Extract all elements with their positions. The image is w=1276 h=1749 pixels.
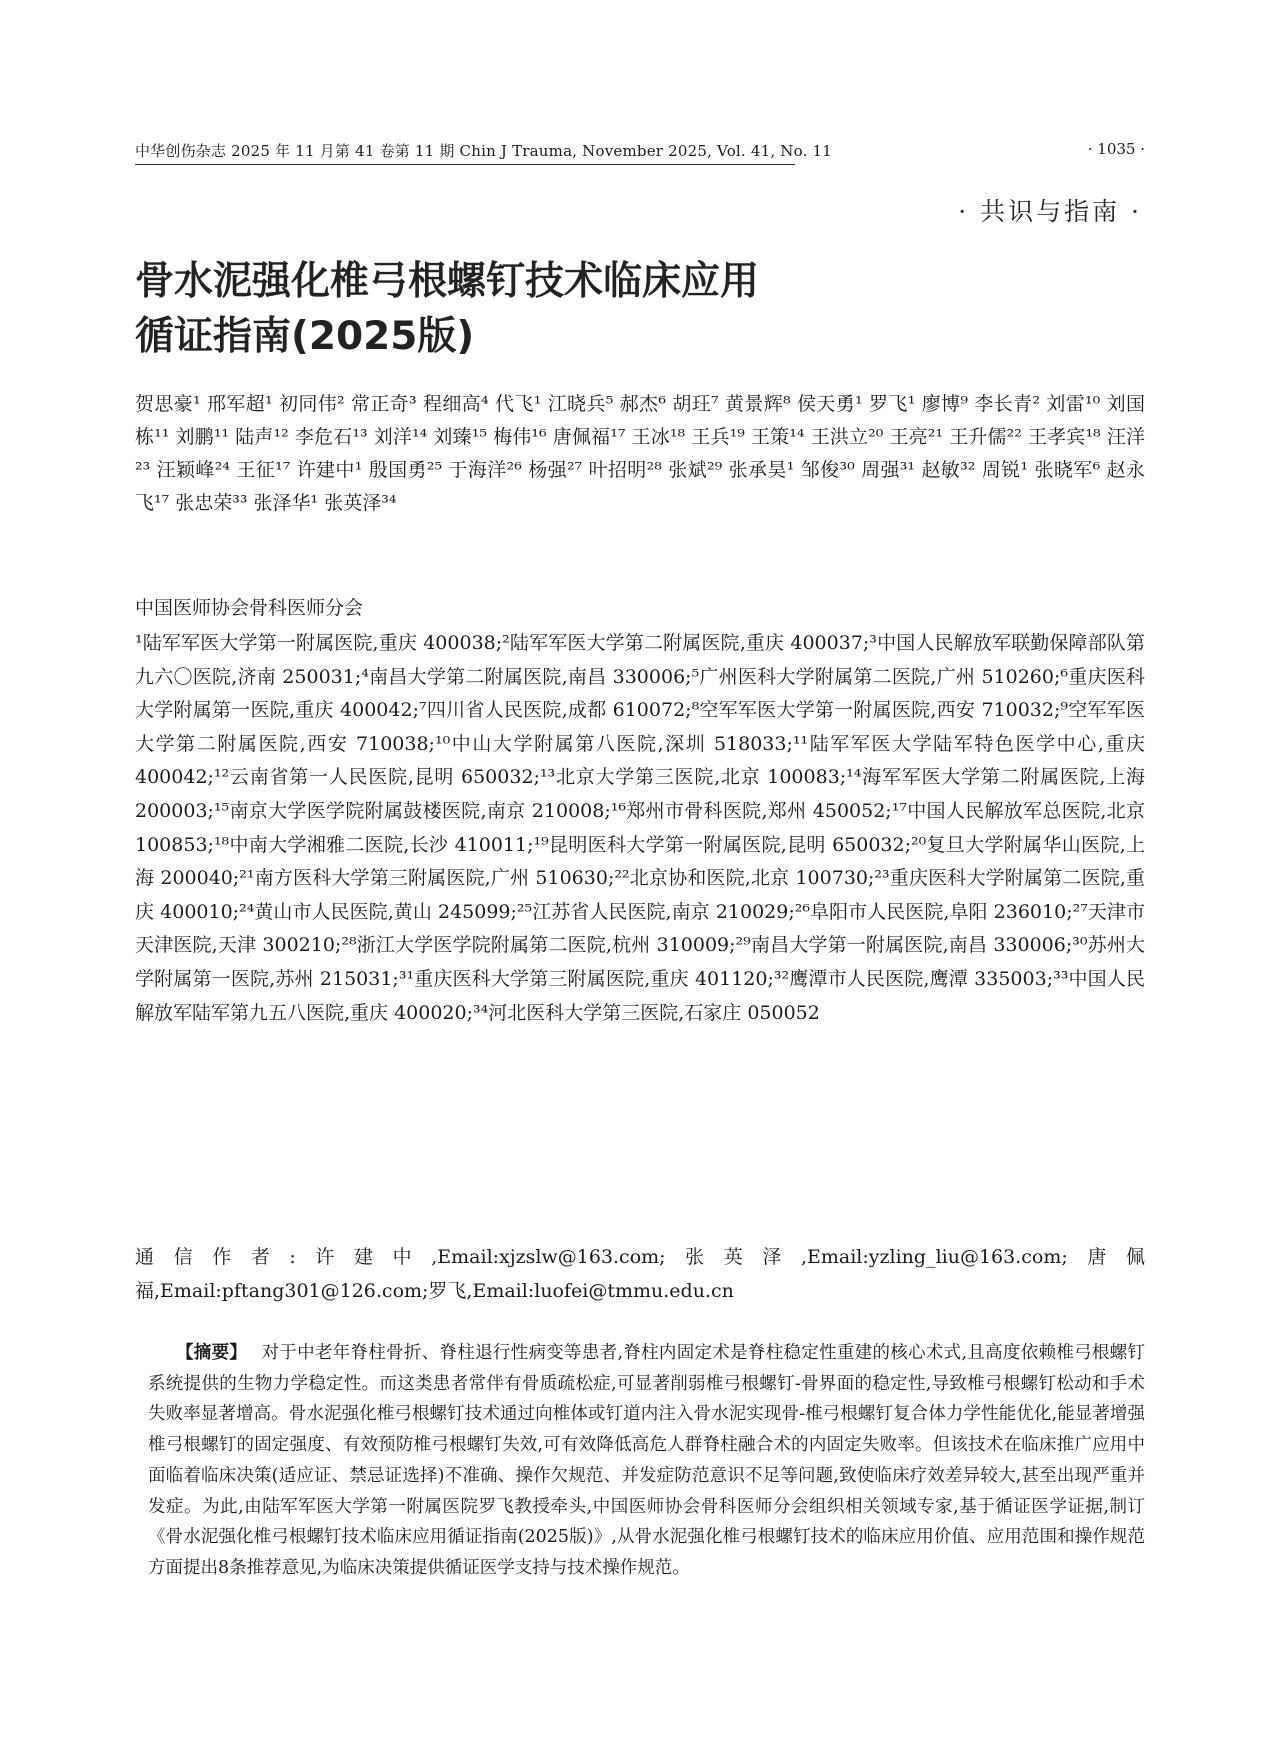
- running-header: [135, 140, 1145, 166]
- page-number: · 1035 ·: [1087, 140, 1145, 158]
- affiliations: ¹陆军军医大学第一附属医院,重庆 400038;²陆军军医大学第二附属医院,重庆 400037;³中国人民解放军联勤保障部队第九六〇医院,济南 250031;⁴南昌大学第二附属医院,南昌 330006;⁵广州医科大学附属第二医院,广州 510260;⁶重庆医科大学附属第一医院,重庆 400042;⁷四川省人民医院,成都 610072;⁸空军军医大学第一附属医院,西安 710032;⁹空军军医大学第二附属医院,西安 710038;¹⁰中山大学附属第八医院,深圳 518033;¹¹陆军军医大学陆军特色医学中心,重庆 400042;¹²云南省第一人民医院,昆明 650032;¹³北京大学第三医院,北京 100083;¹⁴海军军医大学第二附属医院,上海 200003;¹⁵南京大学医学院附属鼓楼医院,南京 210008;¹⁶郑州市骨科医院,郑州 450052;¹⁷中国人民解放军总医院,北京 100853;¹⁸中南大学湘雅二医院,长沙 410011;¹⁹昆明医科大学第一附属医院,昆明 650032;²⁰复旦大学附属华山医院,上海 200040;²¹南方医科大学第三附属医院,广州 510630;²²北京协和医院,北京 100730;²³重庆医科大学附属第二医院,重庆 400010;²⁴黄山市人民医院,黄山 245099;²⁵江苏省人民医院,南京 210029;²⁶阜阳市人民医院,阜阳 236010;²⁷天津市天津医院,天津 300210;²⁸浙江大学医学院附属第二医院,杭州 310009;²⁹南昌大学第一附属医院,南昌 330006;³⁰苏州大学附属第一医院,苏州 215031;³¹重庆医科大学第三附属医院,重庆 401120;³²鹰潭市人民医院,鹰潭 335003;³³中国人民解放军陆军第九五八医院,重庆 400020;³⁴河北医科大学第三医院,石家庄 050052: [135, 632, 1145, 1024]
- author-list: 贺思豪¹ 邢军超¹ 初同伟² 常正奇³ 程细高⁴ 代飞¹ 江晓兵⁵ 郝杰⁶ 胡玨⁷ 黄景辉⁸ 侯天勇¹ 罗飞¹ 廖博⁹ 李长青² 刘雷¹⁰ 刘国栋¹¹ 刘鹏¹¹ 陆声¹² 李危石¹³ 刘洋¹⁴ 刘臻¹⁵ 梅伟¹⁶ 唐佩福¹⁷ 王冰¹⁸ 王兵¹⁹ 王策¹⁴ 王洪立²⁰ 王亮²¹ 王升儒²² 王孝宾¹⁸ 汪洋²³ 汪颖峰²⁴ 王征¹⁷ 许建中¹ 殷国勇²⁵ 于海洋²⁶ 杨强²⁷ 叶招明²⁸ 张斌²⁹ 张承昊¹ 邹俊³⁰ 周强³¹ 赵敏³² 周锐¹ 张晓军⁶ 赵永飞¹⁷ 张忠荣³³ 张泽华¹ 张英泽³⁴: [135, 393, 1145, 514]
- abstract: [148, 1338, 1145, 1584]
- organization: 中国医师协会骨科医师分会: [135, 597, 364, 619]
- abstract-text: 对于中老年脊柱骨折、脊柱退行性病变等患者,脊柱内固定术是脊柱稳定性重建的核心术式,且高度依赖椎弓根螺钉系统提供的生物力学稳定性。而这类患者常伴有骨质疏松症,可显著削弱椎弓根螺钉-骨界面的稳定性,导致椎弓根螺钉松动和手术失败率显著增高。骨水泥强化椎弓根螺钉技术通过向椎体或钉道内注入骨水泥实现骨-椎弓根螺钉复合体力学性能优化,能显著增强椎弓根螺钉的固定强度、有效预防椎弓根螺钉失效,可有效降低高危人群脊柱融合术的内固定失败率。但该技术在临床推广应用中面临着临床决策(适应证、禁忌证选择)不准确、操作欠规范、并发症防范意识不足等问题,致使临床疗效差异较大,甚至出现严重并发症。为此,由陆军军医大学第一附属医院罗飞教授牵头,中国医师协会骨科医师分会组织相关领域专家,基于循证医学证据,制订《骨水泥强化椎弓根螺钉技术临床应用循证指南(2025版)》,从骨水泥强化椎弓根螺钉技术的临床应用价值、应用范围和操作规范方面提出8条推荐意见,为临床决策提供循证医学支持与技术操作规范。: [148, 1343, 1146, 1578]
- abstract-label: 【摘要】: [176, 1343, 248, 1363]
- section-tag: · 共识与指南 ·: [958, 197, 1142, 226]
- journal-citation: 中华创伤杂志 2025 年 11 月第 41 卷第 11 期 Chin J Trauma, November 2025, Vol. 41, No. 11: [135, 142, 832, 160]
- article-title: [135, 254, 1035, 364]
- title-line-2: 循证指南(2025版): [135, 314, 475, 359]
- correspondence: 通信作者:许建中,Email:xjzslw@163.com;张英泽,Email:yzling_liu@163.com;唐佩福,Email:pftang301@126.com;罗飞,Email:luofei@tmmu.edu.cn: [135, 1246, 1145, 1302]
- header-rule: [135, 164, 795, 165]
- title-line-1: 骨水泥强化椎弓根螺钉技术临床应用: [135, 259, 760, 304]
